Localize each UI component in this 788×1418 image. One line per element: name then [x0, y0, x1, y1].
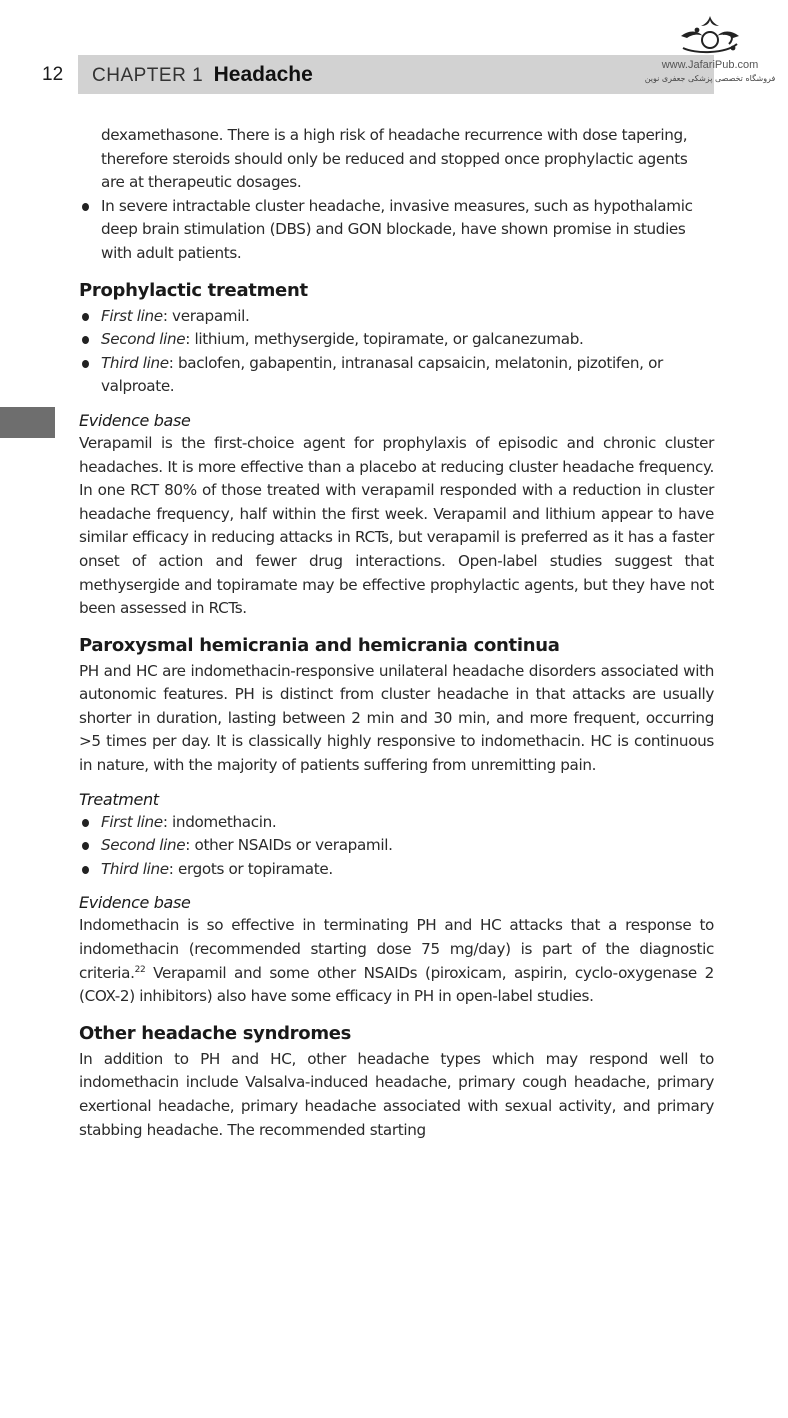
page-number: 12	[42, 64, 64, 85]
evidence-text: Indomethacin is so effective in terminating PH and HC attacks that a response to indomethacin (recommended starting dose 75 mg/day) is part of the diagnostic criteria.	[79, 916, 714, 982]
line-text: : indomethacin.	[162, 812, 277, 831]
evidence-text: Verapamil and some other NSAIDs (piroxicam, aspirin, cyclo-oxygenase 2 (COX-2) inhibitors) also have some efficacy in PH in open-label studies.	[79, 963, 714, 1006]
continued-paragraph: dexamethasone. There is a high risk of headache recurrence with dose tapering, therefore steroids should only be reduced and stopped once prophylactic agents are at therapeutic dosages.	[101, 126, 688, 192]
line-label: First line	[101, 306, 163, 325]
evidence-paragraph: Verapamil is the first-choice agent for prophylaxis of episodic and chronic cluster headaches. It is more effective than a placebo at reducing cluster headache frequency. In one RCT 80% of those treated with verapamil responded with a reduction in cluster headache frequency, half within the first week. Verapamil and lithium appear to have similar efficacy in reducing attacks in RCTs, but verapamil is preferred as it has a faster onset of action and fewer drug interactions. Open-label studies suggest that methysergide and topiramate may be effective prophylactic agents, but they have not been assessed in RCTs.	[79, 433, 714, 618]
page-content	[79, 124, 714, 1142]
other-paragraph: In addition to PH and HC, other headache types which may respond well to indomethacin include Valsalva-induced headache, primary cough headache, primary exertional headache, primary headache associated with sexual activity, and primary stabbing headache. The recommended starting	[79, 1049, 714, 1139]
line-text: : ergots or topiramate.	[168, 859, 333, 878]
list-item	[79, 352, 714, 399]
watermark-subtitle: فروشگاه تخصصی پزشکی جعفری نوین	[644, 74, 776, 83]
list-item	[79, 811, 714, 835]
list-item	[79, 328, 714, 352]
subheading-evidence-base: Evidence base	[79, 893, 191, 913]
line-text: : baclofen, gabapentin, intranasal capsaicin, melatonin, pizotifen, or valproate.	[101, 353, 663, 396]
reference-superscript: 22	[134, 964, 146, 975]
subheading-treatment: Treatment	[79, 789, 159, 809]
subheading-evidence-base: Evidence base	[79, 410, 191, 430]
line-label: Third line	[101, 859, 169, 878]
paroxysmal-paragraph: PH and HC are indomethacin-responsive unilateral headache disorders associated with autonomic features. PH is distinct from cluster headache in that attacks are usually shorter in duration, lasting between 2 min and 30 min, and more frequent, occurring >5 times per day. It is classically highly responsive to indomethacin. HC is continuous in nature, with the majority of patients suffering from unremitting pain.	[79, 661, 714, 775]
section-heading-prophylactic: Prophylactic treatment	[79, 279, 308, 301]
intro-bullet-list	[79, 195, 714, 266]
line-label: Second line	[101, 836, 186, 855]
watermark-logo	[640, 14, 780, 94]
treatment-bullet-list	[79, 811, 714, 882]
line-label: Third line	[101, 353, 169, 372]
line-text: : other NSAIDs or verapamil.	[185, 836, 393, 855]
evidence-paragraph	[79, 914, 714, 1008]
chapter-label: CHAPTER 1	[92, 65, 204, 86]
jafaripub-logo-icon	[675, 14, 745, 58]
prophylactic-bullet-list	[79, 305, 714, 399]
section-heading-paroxysmal: Paroxysmal hemicrania and hemicrania continua	[79, 634, 560, 656]
list-item	[79, 858, 714, 882]
list-item	[79, 305, 714, 329]
line-label: First line	[101, 812, 163, 831]
running-header	[92, 63, 313, 87]
section-heading-other: Other headache syndromes	[79, 1022, 352, 1044]
list-item	[79, 834, 714, 858]
chapter-thumb-tab	[0, 407, 55, 438]
chapter-title: Headache	[213, 63, 313, 86]
line-text: : verapamil.	[162, 306, 250, 325]
line-label: Second line	[101, 330, 186, 349]
watermark-url: www.JafariPub.com	[661, 59, 759, 71]
line-text: : lithium, methysergide, topiramate, or galcanezumab.	[185, 330, 584, 349]
list-item: In severe intractable cluster headache, invasive measures, such as hypothalamic deep brain stimulation (DBS) and GON blockade, have shown promise in studies with adult patients.	[79, 195, 714, 266]
